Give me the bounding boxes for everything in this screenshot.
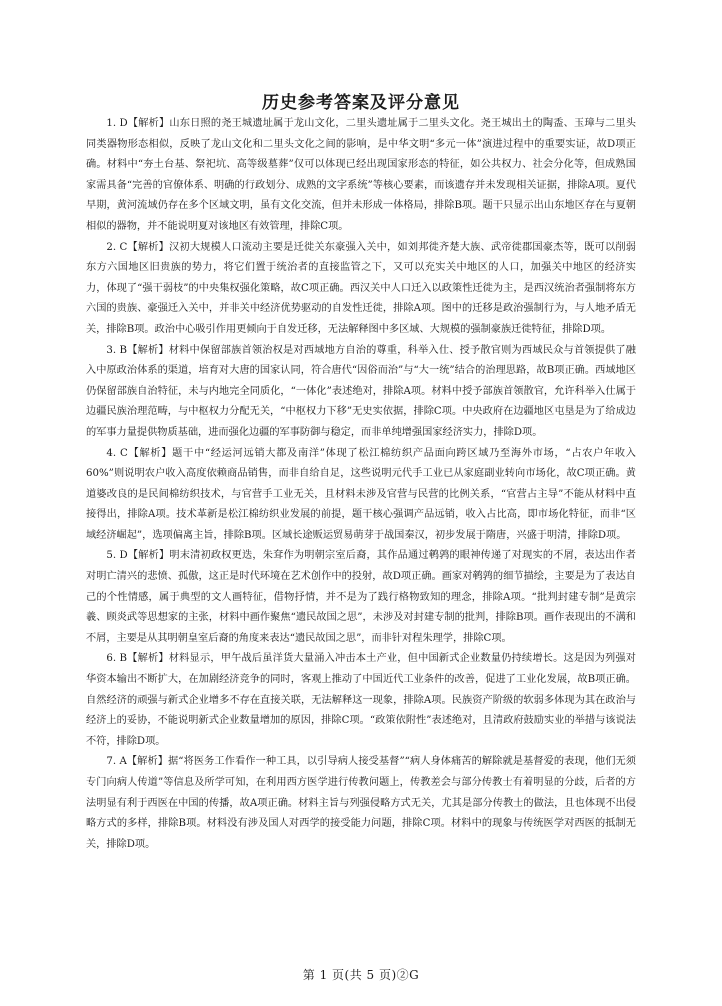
page-footer: 第 1 页(共 5 页)②G	[302, 968, 420, 982]
answer-paragraph-7: 7. A【解析】据“将医务工作看作一种工具，以引导病人接受基督”“病人身体痛苦的解除就是基督爱的表现，他们无须专门向病人传道”等信息及所学可知，在利用西方医学进行传教问题上，传教差会与部分传教士有着明显的分歧，后者的方法明显有利于西医在中国的传播，故A项正确。材料主旨与列强侵略方式无关，尤其是部分传教士的做法，且也体现不出侵略方式的多样，排除B项。材料没有涉及国人对西学的接受能力问题，排除C项。材料中的现象与传统医学对西医的抵制无关，排除D项。	[86, 756, 636, 850]
answer-paragraph-1: 1. D【解析】山东日照的尧王城遗址属于龙山文化，二里头遗址属于二里头文化。尧王城出土的陶盉、玉璋与二里头同类器物形态相似，反映了龙山文化和二里头文化之间的影响，是中华文明“多元一体”演进过程中的重要实证，故D项正确。材料中“夯土台基、祭祀坑、高等级墓葬”仅可以体现已经出现国家形态的特征，如公共权力、社会分化等，但成熟国家需具备“完善的官僚体系、明确的行政划分、成熟的文字系统”等核心要素，而该遗存并未发现相关证据，排除A项。夏代早期，黄河流域仍存在多个区域文明，虽有文化交流，但并未形成一体格局，排除B项。题干只显示出山东地区存在与夏朝相似的器物，并不能说明夏对该地区有效管理，排除C项。	[86, 118, 636, 232]
page-title: 历史参考答案及评分意见	[262, 93, 460, 113]
answer-paragraph-3: 3. B【解析】材料中保留部族首领治权是对西域地方自治的尊重，科举入仕、授予散官则为西域民众与首领提供了融入中原政治体系的渠道，培育对大唐的国家认同，符合唐代“因俗而治”与“大一统”结合的治理思路，故B项正确。西域地区仍保留部族自治特征，未与内地完全同质化，“一体化”表述绝对，排除A项。材料中授予部族首领散官，允许科举入仕属于边疆民族治理范畴，与中枢权力分配无关，“中枢权力下移”无史实依据，排除C项。中央政府在边疆地区屯垦是为了给成边的军事力量提供物质基础，进而强化边疆的军事防御与稳定，而非单纯增强国家经济实力，排除D项。	[86, 344, 636, 438]
answer-paragraph-4: 4. C【解析】题干中“经运河远销大都及南洋”体现了松江棉纺织产品面向跨区域乃至海外市场，“占农户年收入60%”则说明农户收入高度依赖商品销售，而非自给自足，这些说明元代手工业已从家庭副业转向市场化，故C项正确。黄道婆改良的是民间棉纺织技术，与官营手工业无关，且材料未涉及官营与民营的比例关系，“官营占主导”不能从材料中直接得出，排除A项。技术革新是松江棉纺织业发展的前提，题干核心强调产品远销，收入占比高，即市场化特征，而非“区域经济崛起”，选项偏离主旨，排除B项。区域长途贩运贸易萌芽于战国秦汉，初步发展于隋唐，兴盛于明清，排除D项。	[86, 447, 636, 541]
answer-list	[86, 114, 636, 855]
answer-paragraph-6: 6. B【解析】材料显示，甲午战后虽洋货大量涌入冲击本土产业，但中国新式企业数量仍持续增长。这是因为列强对华资本输出不断扩大，在加剧经济竞争的同时，客观上推动了中国近代工业条件的改善，促进了工业化发展，故B项正确。自然经济的顽强与新式企业增多不存在直接关联，无法解释这一现象，排除A项。民族资产阶级的软弱多体现为其在政治与经济上的妥协，不能说明新式企业数量增加的原因，排除C项。“政策依附性”表述绝对，且清政府鼓励实业的举措与该说法不符，排除D项。	[86, 653, 636, 747]
answer-paragraph-5: 5. D【解析】明末清初政权更迭，朱耷作为明朝宗室后裔，其作品通过鹌鹑的眼神传递了对现实的不屑，表达出作者对明亡清兴的悲愤、孤傲，这正是时代环境在艺术创作中的投射，故D项正确。画家对鹌鹑的细节描绘，主要是为了表达自己的个性情感，属于典型的文人画特征，借物抒情，并不是为了践行格物致知的理念，排除A项。“批判封建专制”是黄宗羲、顾炎武等思想家的主张，材料中画作聚焦“遗民故国之思”，未涉及对封建专制的批判，排除B项。画作表现出的不满和不屑，主要是从其明朝皇室后裔的角度来表达“遗民故国之思”，而非针对程朱理学，排除C项。	[86, 550, 636, 644]
answer-paragraph-2: 2. C【解析】汉初大规模人口流动主要是迁徙关东豪强入关中，如刘邦徙齐楚大族、武帝徙郡国豪杰等，既可以削弱东方六国地区旧贵族的势力，将它们置于统治者的直接监管之下，又可以充实关中地区的人口，加强关中地区的经济实力，体现了“强干弱枝”的中央集权强化策略，故C项正确。西汉关中人口迁入以政策性迁徙为主，是西汉统治者强制将东方六国的贵族、豪强迁入关中，并非关中经济优势驱动的自发性迁徙，排除A项。图中的迁移是政治强制行为，与人地矛盾无关，排除B项。政治中心吸引作用更倾向于自发迁移，无法解释图中多区域、大规模的强制豪族迁徙特征，排除D项。	[86, 241, 636, 335]
